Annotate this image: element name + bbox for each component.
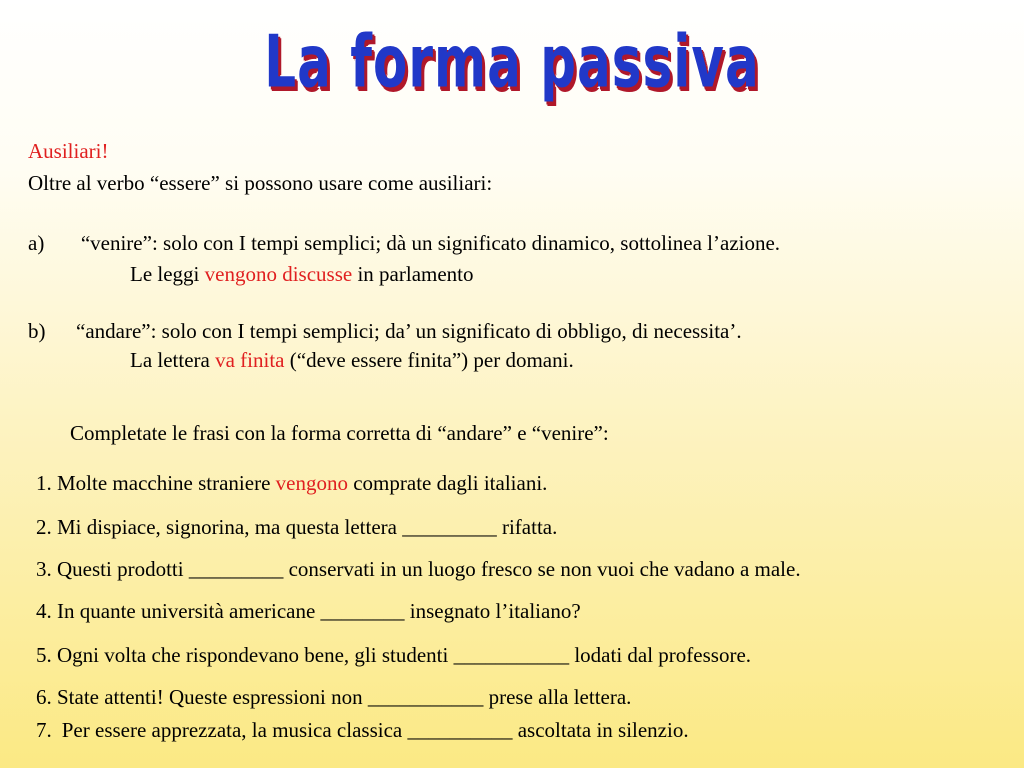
point-a-marker: a) bbox=[28, 231, 45, 255]
exercise-number: 2. bbox=[36, 515, 52, 539]
example-a-post: in parlamento bbox=[352, 262, 474, 286]
exercise-item-4 bbox=[36, 598, 581, 624]
exercise-text: In quante università americane ________ insegnato l’italiano? bbox=[57, 599, 581, 623]
exercise-text: State attenti! Queste espressioni non ___________ prese alla lettera. bbox=[57, 685, 632, 709]
exercise-item-5 bbox=[36, 642, 751, 668]
exercise-number: 4. bbox=[36, 599, 52, 623]
exercise-number: 3. bbox=[36, 557, 52, 581]
exercise-item-1 bbox=[36, 470, 547, 496]
example-b-pre: La lettera bbox=[130, 348, 216, 372]
exercise-item-6 bbox=[36, 684, 631, 710]
example-b-post: (“deve essere finita”) per domani. bbox=[284, 348, 574, 372]
exercise-number: 6. bbox=[36, 685, 52, 709]
exercise-text-pre: Molte macchine straniere bbox=[57, 471, 276, 495]
instruction-text: Completate le frasi con la forma corretta di “andare” e “venire”: bbox=[70, 421, 609, 445]
exercise-number: 1. bbox=[36, 471, 52, 495]
exercise-text: Questi prodotti _________ conservati in un luogo fresco se non vuoi che vadano a male. bbox=[57, 557, 801, 581]
example-b-highlight: va finita bbox=[215, 348, 285, 372]
exercise-answer: vengono bbox=[275, 471, 348, 495]
intro-text: Oltre al verbo “essere” si possono usare come ausiliari: bbox=[28, 171, 493, 195]
exercise-number: 5. bbox=[36, 643, 52, 667]
exercise-item-3 bbox=[36, 556, 801, 582]
point-a bbox=[28, 230, 780, 256]
auxiliaries-heading: Ausiliari! bbox=[28, 139, 109, 163]
example-a-pre: Le leggi bbox=[130, 262, 205, 286]
exercise-text: Per essere apprezzata, la musica classica __________ ascoltata in silenzio. bbox=[61, 718, 689, 742]
exercise-text: Ogni volta che rispondevano bene, gli studenti ___________ lodati dal professore. bbox=[57, 643, 752, 667]
exercise-text: Mi dispiace, signorina, ma questa lettera _________ rifatta. bbox=[57, 515, 558, 539]
point-b bbox=[28, 318, 742, 344]
example-a-highlight: vengono discusse bbox=[204, 262, 353, 286]
exercise-number: 7. bbox=[36, 718, 52, 742]
point-a-text: “venire”: solo con I tempi semplici; dà un significato dinamico, sottolinea l’azione. bbox=[80, 231, 781, 255]
exercise-item-2 bbox=[36, 514, 557, 540]
example-b bbox=[130, 347, 574, 373]
page-title: La forma passiva bbox=[264, 20, 760, 105]
example-a bbox=[130, 261, 474, 287]
point-b-text: “andare”: solo con I tempi semplici; da’ un significato di obbligo, di necessita’. bbox=[76, 319, 742, 343]
exercise-item-7 bbox=[36, 717, 689, 743]
point-b-marker: b) bbox=[28, 319, 46, 343]
exercise-text-post: comprate dagli italiani. bbox=[347, 471, 548, 495]
